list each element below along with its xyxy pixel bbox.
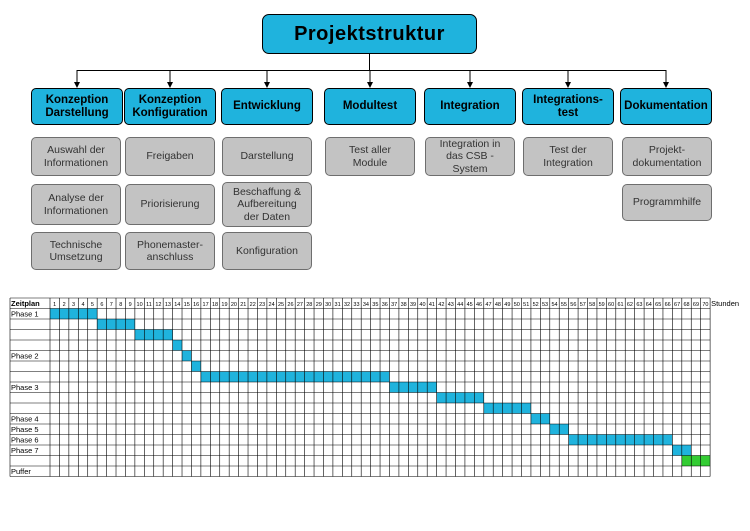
- hour-label: 9: [128, 302, 132, 308]
- units-label: Stunden: [711, 299, 740, 308]
- item-programmhilfe: Programmhilfe: [622, 184, 712, 221]
- hour-label: 35: [372, 302, 379, 308]
- hour-label: 62: [626, 302, 634, 308]
- hour-label: 39: [409, 302, 417, 308]
- task-bar: [50, 309, 97, 320]
- head-konzeption-konfiguration: Konzeption Konfiguration: [124, 88, 216, 125]
- item-test-integration: Test der Integration: [523, 137, 613, 176]
- item-technische-umsetzung: Technische Umsetzung: [31, 232, 121, 270]
- hour-label: 4: [81, 302, 85, 308]
- hour-label: 19: [221, 302, 228, 308]
- item-projektdokumentation: Projekt- dokumentation: [622, 137, 712, 176]
- row-label: Phase 1: [11, 309, 39, 319]
- hour-label: 25: [277, 302, 285, 308]
- hour-label: 28: [306, 302, 313, 308]
- hour-label: 32: [343, 302, 351, 308]
- task-bar: [484, 403, 531, 414]
- hour-label: 37: [391, 302, 398, 308]
- hour-label: 44: [457, 302, 464, 308]
- hour-label: 69: [692, 302, 700, 308]
- item-priorisierung: Priorisierung: [125, 184, 215, 225]
- hour-label: 26: [287, 302, 294, 308]
- task-bar: [437, 393, 484, 404]
- hour-label: 29: [315, 302, 322, 308]
- head-entwicklung: Entwicklung: [221, 88, 313, 125]
- hour-label: 52: [532, 302, 539, 308]
- hour-label: 22: [249, 302, 256, 308]
- hour-label: 49: [504, 302, 511, 308]
- item-integration-csb: Integration in das CSB - System: [425, 137, 515, 176]
- hour-label: 18: [211, 302, 219, 308]
- hour-label: 13: [164, 302, 171, 308]
- item-phonemaster-anschluss: Phonemaster- anschluss: [125, 232, 215, 270]
- hour-label: 58: [589, 302, 596, 308]
- hour-label: 23: [259, 302, 266, 308]
- hour-label: 11: [146, 302, 152, 308]
- hour-label: 2: [62, 302, 66, 308]
- hour-label: 36: [381, 302, 388, 308]
- item-beschaffung-daten: Beschaffung & Aufbereitung der Daten: [222, 182, 312, 227]
- hour-label: 50: [513, 302, 520, 308]
- schedule-header-label: Zeitplan: [11, 299, 40, 308]
- row-label: Phase 6: [11, 435, 39, 445]
- row-label: Puffer: [11, 467, 31, 476]
- root-node: Projektstruktur: [262, 14, 477, 54]
- hour-label: 47: [485, 302, 492, 308]
- hour-label: 57: [579, 302, 586, 308]
- hour-label: 12: [155, 302, 162, 308]
- hour-label: 20: [230, 302, 237, 308]
- head-modultest: Modultest: [324, 88, 416, 125]
- hour-label: 64: [645, 302, 652, 308]
- hour-label: 10: [136, 302, 143, 308]
- hour-label: 33: [353, 302, 360, 308]
- hour-label: 70: [702, 302, 709, 308]
- row-label: Phase 3: [11, 383, 39, 392]
- row-label: Phase 4: [11, 414, 39, 424]
- hour-label: 1: [53, 302, 57, 308]
- item-analyse-informationen: Analyse der Informationen: [31, 184, 121, 225]
- hour-label: 53: [542, 302, 549, 308]
- hour-label: 5: [90, 302, 94, 308]
- hour-label: 41: [428, 302, 435, 308]
- item-konfiguration: Konfiguration: [222, 232, 312, 270]
- task-bar: [182, 351, 191, 362]
- task-bar: [682, 456, 710, 467]
- row-label: Phase 5: [11, 425, 39, 434]
- hour-label: 60: [608, 302, 615, 308]
- head-integration: Integration: [424, 88, 516, 125]
- task-bar: [569, 435, 673, 446]
- hour-label: 46: [476, 302, 483, 308]
- row-label: Phase 2: [11, 351, 39, 361]
- head-dokumentation: Dokumentation: [620, 88, 712, 125]
- row-label: Phase 7: [11, 446, 39, 455]
- hour-label: 54: [551, 302, 558, 308]
- item-auswahl-informationen: Auswahl der Informationen: [31, 137, 121, 176]
- hour-label: 67: [674, 302, 681, 308]
- hour-label: 8: [119, 302, 123, 308]
- hour-label: 16: [193, 302, 200, 308]
- hour-label: 31: [334, 302, 341, 308]
- hour-label: 38: [400, 302, 407, 308]
- task-bar: [389, 382, 436, 393]
- hour-label: 68: [683, 302, 690, 308]
- hour-label: 34: [362, 302, 369, 308]
- hour-label: 15: [183, 302, 190, 308]
- head-integrationstest: Integrations- test: [522, 88, 614, 125]
- hour-label: 3: [72, 302, 76, 308]
- hour-label: 30: [325, 302, 332, 308]
- hour-label: 21: [240, 302, 247, 308]
- hour-label: 55: [560, 302, 567, 308]
- hour-label: 40: [419, 302, 426, 308]
- hour-label: 56: [570, 302, 577, 308]
- hour-label: 59: [598, 302, 605, 308]
- hour-label: 42: [438, 302, 445, 308]
- head-konzeption-darstellung: Konzeption Darstellung: [31, 88, 123, 125]
- item-darstellung: Darstellung: [222, 137, 312, 176]
- item-test-aller-module: Test aller Module: [325, 137, 415, 176]
- task-bar: [173, 340, 182, 351]
- hour-label: 43: [447, 302, 454, 308]
- hour-label: 48: [494, 302, 501, 308]
- hour-label: 66: [664, 302, 671, 308]
- task-bar: [191, 361, 200, 372]
- hour-label: 63: [636, 302, 643, 308]
- hour-label: 45: [466, 302, 473, 308]
- hour-label: 24: [268, 302, 275, 308]
- hour-label: 6: [100, 302, 104, 308]
- hour-label: 61: [617, 302, 624, 308]
- hour-label: 14: [174, 302, 181, 308]
- item-freigaben: Freigaben: [125, 137, 215, 176]
- hour-label: 65: [655, 302, 662, 308]
- hour-label: 27: [296, 302, 303, 308]
- hour-label: 7: [109, 302, 113, 308]
- hour-label: 17: [202, 302, 209, 308]
- hour-label: 51: [523, 302, 530, 308]
